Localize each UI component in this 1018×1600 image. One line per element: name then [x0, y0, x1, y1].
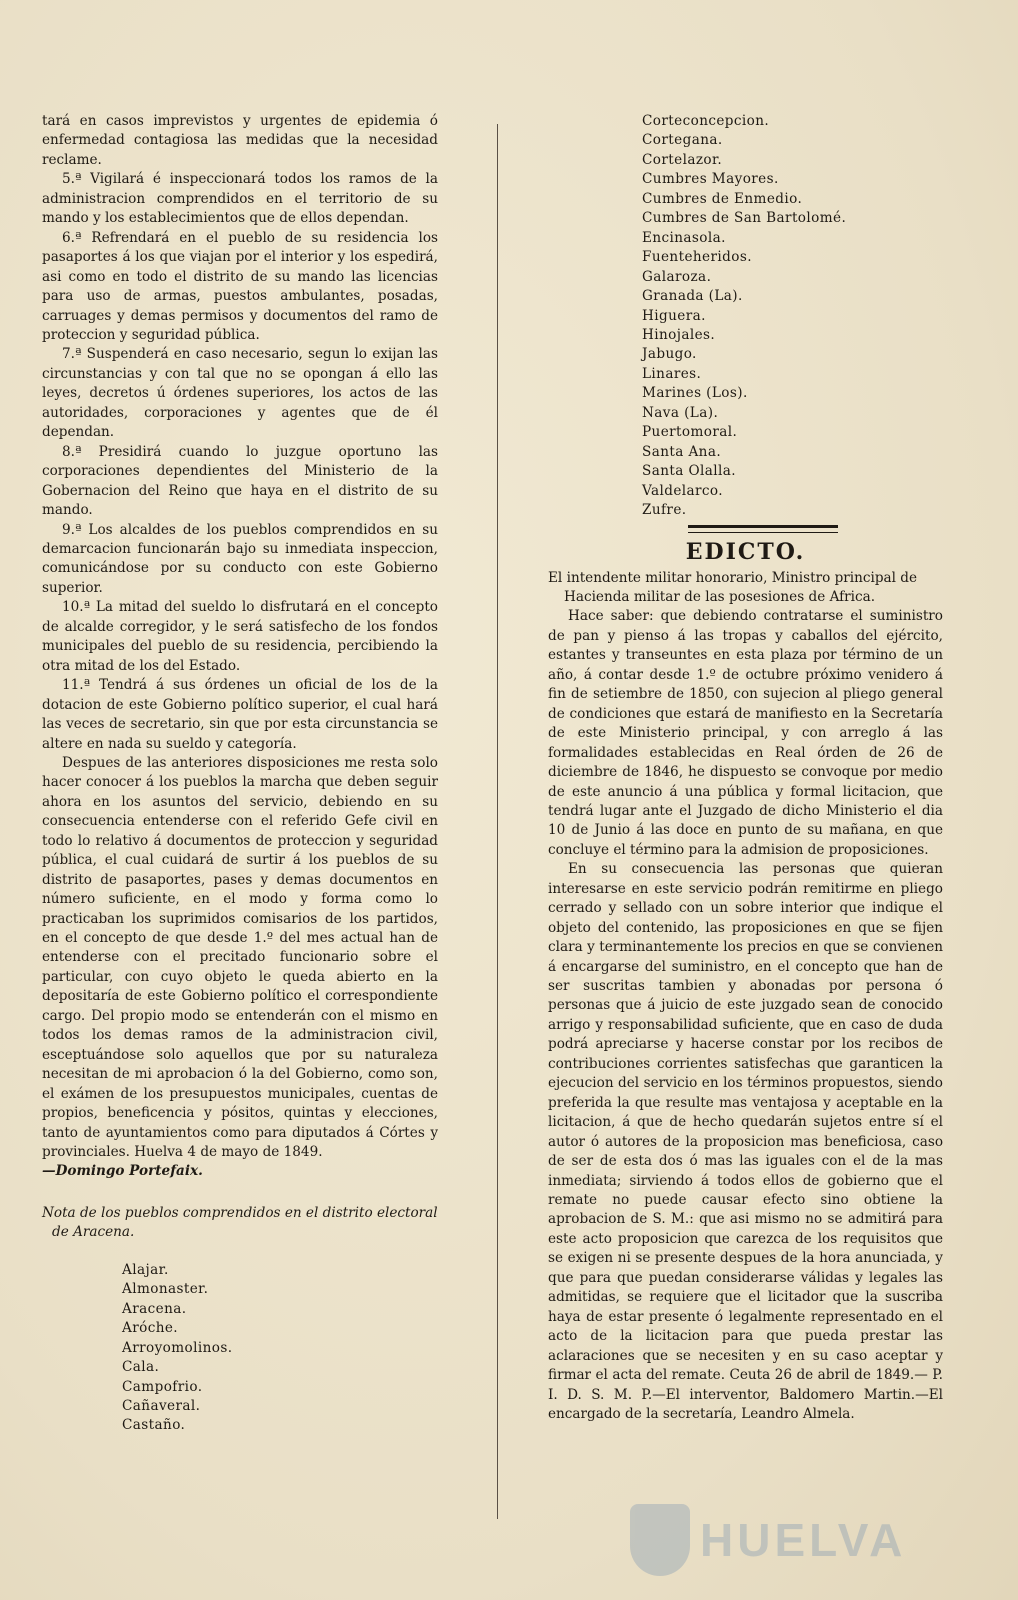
list-item: Cumbres de San Bartolomé.	[642, 210, 847, 227]
list-item: Granada (La).	[642, 288, 743, 305]
edicto-title: EDICTO.	[685, 538, 806, 565]
paragraph: 6.ª Refrendará en el pueblo de su residencia los pasaportes á los que viajan por el interior y los espedirá, asi como en todo el distrito de su mando las licencias para uso de armas, puestos ambulantes, posadas, carruages y demas permisos y documentos del ramo de proteccion y seguridad pública.	[42, 229, 438, 343]
list-item: Valdelarco.	[642, 482, 723, 499]
list-item: Cortelazor.	[642, 151, 723, 168]
list-item: Marines (Los).	[642, 385, 748, 402]
list-item: Puertomoral.	[642, 424, 738, 441]
list-item: Cumbres Mayores.	[642, 171, 779, 188]
signature: —Domingo Portefaix.	[42, 1163, 203, 1180]
paragraph: Despues de las anteriores disposiciones me resta solo hacer conocer á los pueblos la marcha que deben seguir ahora en los asuntos del servicio, debiendo en su consecuencia entenderse con el referido Gefe civil en todo lo relativo á documentos de proteccion y seguridad pública, el cual cuidará de surtir á los pueblos de su distrito de pasaportes, pases y demas documentos en número suficiente, en el modo y forma como lo practicaban los suprimidos comisarios de los partidos, en el concepto de que desde 1.º del mes actual han de entenderse con el precitado funcionario sobre el particular, con cuyo objeto le queda abierto en la depositaría de este Gobierno político el correspondiente cargo. Del propio modo se entenderán con el mismo en todos los demas ramos de la administracion civil, esceptuándose solo aquellos que por su naturaleza necesitan de mi aprobacion ó la del Gobierno, como son, el exámen de los presupuestos municipales, cuentas de propios, beneficencia y pósitos, quintas y elecciones, tanto de ayuntamientos como para diputados á Córtes y provinciales. Huelva 4 de mayo de 1849.	[42, 754, 438, 1161]
list-item: Cala.	[122, 1359, 160, 1376]
edicto-heading: El intendente militar honorario, Ministro principal de Hacienda militar de las posesiones de Africa.	[548, 569, 918, 605]
paragraph: En su consecuencia las personas que quieran interesarse en este servicio podrán remitirme en pliego cerrado y sellado con un sobre interior que indique el objeto del contenido, las proposiciones en que se fijen clara y terminantemente los precios en que se convienen á encargarse del suministro, en el concepto que han de ser suscritas tambien y abonadas por persona ó personas que á juicio de este juzgado sean de conocido arrigo y responsabilidad suficiente, que en caso de duda podrá apreciarse y hacerse constar por los recibos de contribuciones corrientes satisfechas que garanticen la ejecucion del servicio en los términos propuestos, siendo preferida la que resulte mas ventajosa y aceptable en la licitacion, á que de hecho quedarán sujetos entre sí el autor ó autores de la proposicion mas beneficiosa, caso de ser de esta dos ó mas las iguales con el de la mas inmediata; sirviendo á todos ellos de gobierno que el remate no puede causar efecto sino obtiene la aprobacion de S. M.: que asi mismo no se admitirá para este acto proposicion que carezca de los requisitos que se exigen ni se presente despues de la hora anunciada, y que para que puedan considerarse válidas y legales las admitidas, se requiere que el licitador que la suscriba haya de estar presente ó legalmente representado en el acto de la licitacion para que pueda prestar las aclaraciones que se necesiten y en su caso aceptar y firmar el acta del remate. Ceuta 26 de abril de 1849.— P. I. D. S. M. P.—El interventor, Baldomero Martin.—El encargado de la secretaría, Leandro Almela.	[548, 861, 943, 1422]
list-item: Aróche.	[122, 1320, 179, 1337]
paragraph: 11.ª Tendrá á sus órdenes un oficial de los de la dotacion de este Gobierno político superior, el cual hará las veces de secretario, sin que por esta circunstancia se altere en nada su sueldo y categoría.	[42, 677, 438, 752]
watermark-text: HUELVA	[700, 1514, 907, 1566]
list-item: Jabugo.	[642, 346, 697, 363]
list-item: Fuenteheridos.	[642, 249, 752, 266]
list-item: Zufre.	[642, 502, 687, 519]
right-column	[548, 112, 943, 1424]
list-item: Aracena.	[122, 1300, 187, 1317]
paragraph: tará en casos imprevistos y urgentes de epidemia ó enfermedad contagiosa las medidas que la necesidad reclame.	[42, 113, 438, 168]
list-item: Hinojales.	[642, 326, 716, 343]
paragraph: 10.ª La mitad del sueldo lo disfrutará en el concepto de alcalde corregidor, y le será satisfecho de los fondos municipales del pueblo de su residencia, percibiendo la otra mitad de los del Estado.	[42, 599, 438, 674]
list-item: Cortegana.	[642, 132, 723, 149]
paragraph: Hace saber: que debiendo contratarse el suministro de pan y pienso á las tropas y caballos del ejército, estantes y transeuntes en esta plaza por término de un año, á contar desde 1.º de octubre próximo venidero á fin de setiembre de 1850, con sujecion al pliego general de condiciones que estará de manifiesto en la Secretaría de este Ministerio principal, y con arreglo á las formalidades establecidas en Real órden de 26 de diciembre de 1846, he dispuesto se convoque por medio de este anuncio á una pública y formal licitacion, que tendrá lugar ante el Juzgado de dicho Ministerio el dia 10 de Junio á las doce en punto de su mañana, en que concluye el término para la admision de proposiciones.	[548, 608, 943, 858]
list-item: Arroyomolinos.	[122, 1339, 233, 1356]
list-item: Higuera.	[642, 307, 706, 324]
list-item: Almonaster.	[122, 1281, 209, 1298]
shield-icon	[630, 1504, 690, 1576]
paragraph: 8.ª Presidirá cuando lo juzgue oportuno las corporaciones dependientes del Ministerio de la Gobernacion del Reino que haya en el distrito de su mando.	[42, 443, 438, 519]
library-watermark	[630, 1496, 940, 1584]
paragraph: 7.ª Suspenderá en caso necesario, segun lo exijan las circunstancias y con tal que no se opongan á ello las leyes, decretos ú órdenes superiores, los actos de las autoridades, corporaciones y agentes que de él dependan.	[42, 346, 438, 441]
list-item: Galaroza.	[642, 268, 712, 285]
list-item: Castaño.	[122, 1417, 186, 1434]
list-item: Cumbres de Enmedio.	[642, 190, 803, 207]
list-item: Linares.	[642, 365, 702, 382]
list-item: Encinasola.	[642, 229, 726, 246]
list-item: Nava (La).	[642, 404, 719, 421]
column-divider	[497, 124, 498, 1519]
left-column	[42, 112, 438, 1436]
list-item: Santa Olalla.	[642, 463, 736, 480]
section-divider	[688, 525, 838, 533]
nota-title: Nota de los pueblos comprendidos en el distrito electoral de Aracena.	[42, 1204, 438, 1241]
list-item: Alajar.	[122, 1261, 169, 1278]
list-item: Cañaveral.	[122, 1398, 201, 1414]
list-item: Campofrio.	[122, 1378, 203, 1395]
list-item: Corteconcepcion.	[642, 113, 770, 129]
paragraph: 9.ª Los alcaldes de los pueblos comprendidos en su demarcacion funcionarán bajo su inmediata inspeccion, comunicándose por su conducto con este Gobierno superior.	[42, 521, 438, 596]
town-list	[42, 1261, 438, 1436]
town-list	[548, 112, 943, 521]
list-item: Santa Ana.	[642, 443, 722, 460]
paragraph: 5.ª Vigilará é inspeccionará todos los ramos de la administracion comprendidos en el territorio de su mando y los establecimientos que de ellos dependan.	[42, 171, 438, 227]
